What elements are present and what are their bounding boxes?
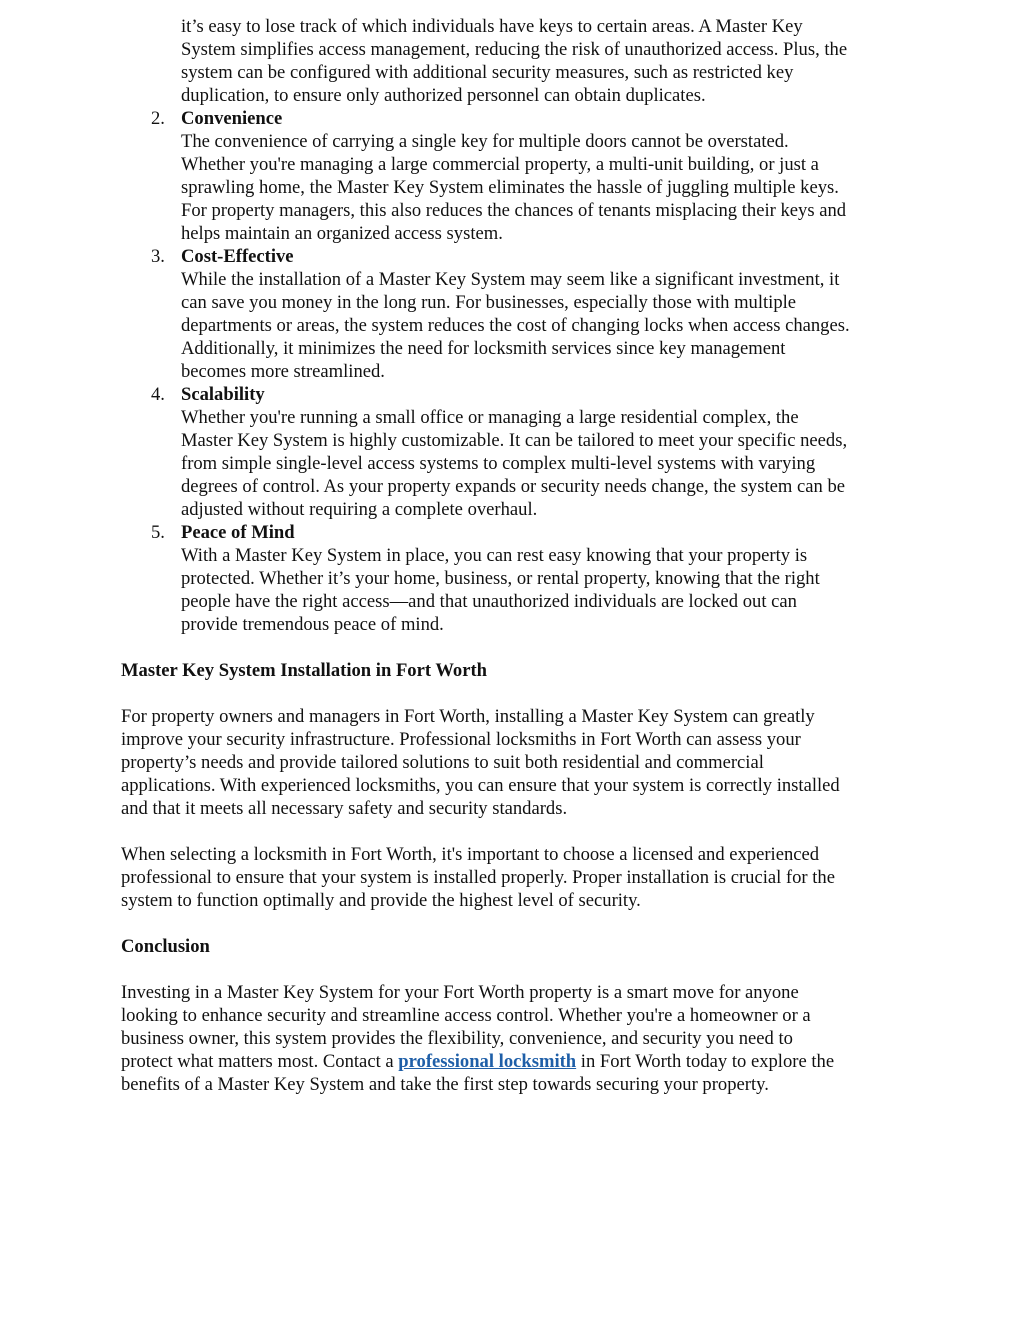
installation-paragraph-1: For property owners and managers in Fort Worth, installing a Master Key System can greatly improve your security infrastructure. Professional locksmiths in Fort Worth can assess your property’s needs and provide tailored solutions to suit both residential and commercial applications. With experienced locksmiths, you can ensure that your system is correctly installed and that it meets all necessary safety and security standards. — [121, 706, 840, 819]
installation-paragraph-2: When selecting a locksmith in Fort Worth, it's important to choose a licensed and experienced professional to ensure that your system is installed properly. Proper installation is crucial for the system to function optimally and provide the highest level of security. — [121, 844, 835, 911]
list-item-text: Whether you're running a small office or managing a large residential complex, the Master Key System is highly customizable. It can be tailored to meet your specific needs, from simple single-level access systems to complex multi-level systems with varying degrees of control. As your property expands or security needs change, the system can be adjusted without requiring a complete overhaul. — [181, 407, 848, 520]
list-item-text: The convenience of carrying a single key for multiple doors cannot be overstated. Whether you're managing a large commercial property, a multi-unit building, or just a sprawling home, the Master Key System eliminates the hassle of juggling multiple keys. For property managers, this also reduces the chances of tenants misplacing their keys and helps maintain an organized access system. — [181, 131, 847, 244]
list-item-title: Peace of Mind — [181, 522, 295, 543]
list-item-title: Scalability — [181, 384, 265, 405]
document-page — [121, 15, 911, 1096]
list-item-cost-effective — [121, 245, 911, 383]
list-item-text: While the installation of a Master Key System may seem like a significant investment, it can save you money in the long run. For businesses, especially those with multiple departments or areas, the system reduces the cost of changing locks when access changes. Additionally, it minimizes the need for locksmith services since key management becomes more streamlined. — [181, 269, 850, 382]
list-item-number: 4. — [151, 384, 165, 405]
professional-locksmith-link[interactable]: professional locksmith — [398, 1051, 577, 1072]
list-item-number: 2. — [151, 108, 165, 129]
list-item-text: With a Master Key System in place, you can rest easy knowing that your property is protected. Whether it’s your home, business, or rental property, knowing that the right people have the right access—and that unauthorized individuals are locked out can provide tremendous peace of mind. — [181, 545, 820, 635]
list-item-number: 3. — [151, 246, 165, 267]
continued-paragraph: it’s easy to lose track of which individuals have keys to certain areas. A Master Key System simplifies access management, reducing the risk of unauthorized access. Plus, the system can be configured with additional security measures, such as restricted key duplication, to ensure only authorized personnel can obtain duplicates. — [181, 16, 848, 106]
conclusion-paragraph — [121, 981, 911, 1096]
list-item-peace-of-mind — [121, 521, 911, 636]
list-item-scalability — [121, 383, 911, 521]
spacer — [121, 912, 911, 935]
spacer — [121, 636, 911, 659]
spacer — [121, 682, 911, 705]
spacer — [121, 958, 911, 981]
conclusion-text-after-link: in Fort Worth today to explore the benefits of a Master Key System and take the first step towards securing your property. — [121, 1051, 835, 1095]
installation-heading: Master Key System Installation in Fort Worth — [121, 660, 488, 681]
list-item-title: Cost-Effective — [181, 246, 294, 267]
list-item-convenience — [121, 107, 911, 245]
conclusion-text-before-link: Investing in a Master Key System for your Fort Worth property is a smart move for anyone looking to enhance security and streamline access control. Whether you're a homeowner or a business owner, this system provides the flexibility, convenience, and security you need to protect what matters most. Contact a — [121, 982, 811, 1072]
benefits-list — [121, 107, 911, 636]
spacer — [121, 820, 911, 843]
list-item-number: 5. — [151, 522, 165, 543]
list-item-title: Convenience — [181, 108, 283, 129]
conclusion-heading: Conclusion — [121, 936, 210, 957]
